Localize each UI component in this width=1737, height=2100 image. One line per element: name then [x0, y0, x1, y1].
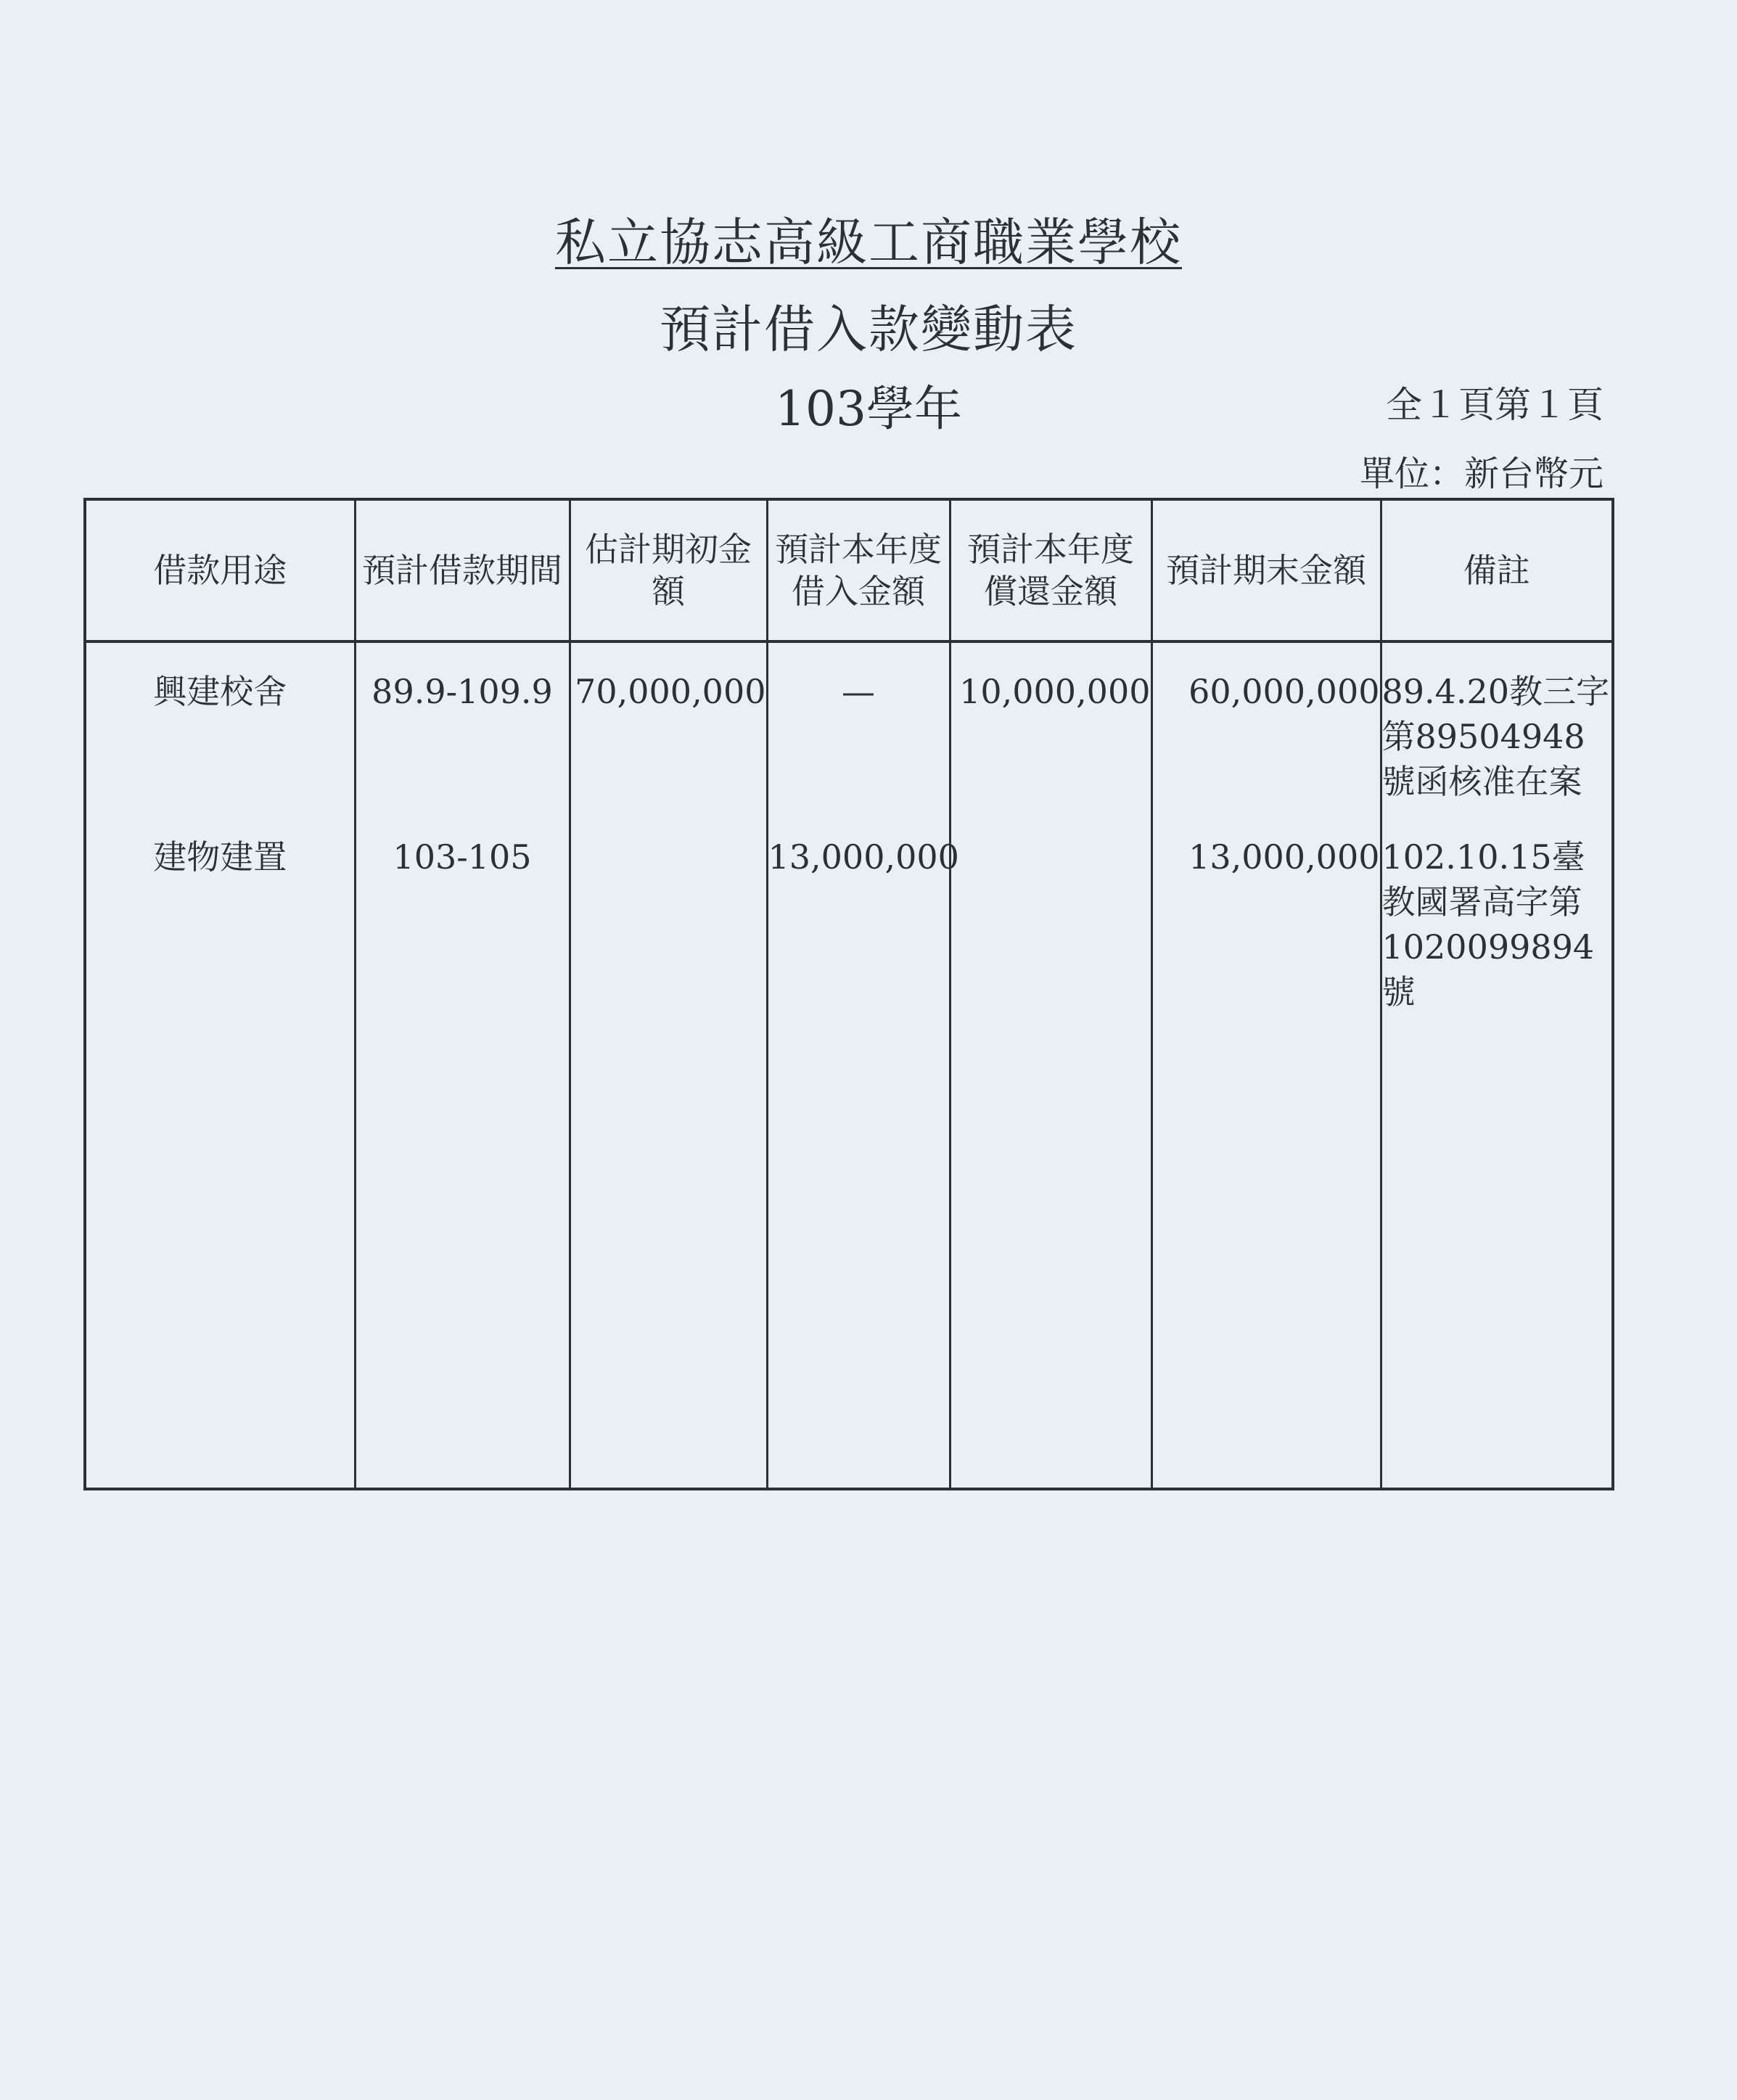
cell-closing-amount: 60,000,000	[1151, 641, 1381, 829]
cell-opening-amount: 70,000,000	[570, 641, 767, 829]
page-number-info: 全１頁第１頁	[1386, 384, 1603, 426]
school-name-title	[0, 202, 1737, 275]
column-header-repay-amount: 預計本年度償還金額	[950, 499, 1151, 641]
column-header-opening-amount: 估計期初金額	[570, 499, 767, 641]
cell-purpose: 建物建置	[85, 829, 355, 1489]
school-name-text: 私立協志高級工商職業學校	[555, 213, 1182, 272]
academic-year: 103學年	[775, 381, 962, 437]
cell-repay-amount: 10,000,000	[950, 641, 1151, 829]
cell-purpose: 興建校舍	[85, 641, 355, 829]
table-row	[85, 641, 1613, 829]
cell-period: 89.9-109.9	[355, 641, 570, 829]
column-header-period: 預計借款期間	[355, 499, 570, 641]
cell-repay-amount	[950, 829, 1151, 1489]
cell-note: 89.4.20教三字第89504948號函核准在案	[1381, 641, 1613, 829]
table-header-row	[85, 499, 1613, 641]
column-header-note: 備註	[1381, 499, 1613, 641]
loan-change-table	[83, 498, 1614, 1490]
column-header-borrow-amount: 預計本年度借入金額	[767, 499, 950, 641]
currency-unit: 單位：新台幣元	[1359, 454, 1603, 494]
column-header-purpose: 借款用途	[85, 499, 355, 641]
cell-note: 102.10.15臺教國署高字第1020099894號	[1381, 829, 1613, 1489]
column-header-closing-amount: 預計期末金額	[1151, 499, 1381, 641]
document-title: 預計借入款變動表	[660, 300, 1077, 359]
cell-closing-amount: 13,000,000	[1151, 829, 1381, 1489]
cell-opening-amount	[570, 829, 767, 1489]
cell-borrow-amount: —	[767, 641, 950, 829]
table-row	[85, 829, 1613, 1489]
cell-borrow-amount: 13,000,000	[767, 829, 950, 1489]
cell-period: 103-105	[355, 829, 570, 1489]
